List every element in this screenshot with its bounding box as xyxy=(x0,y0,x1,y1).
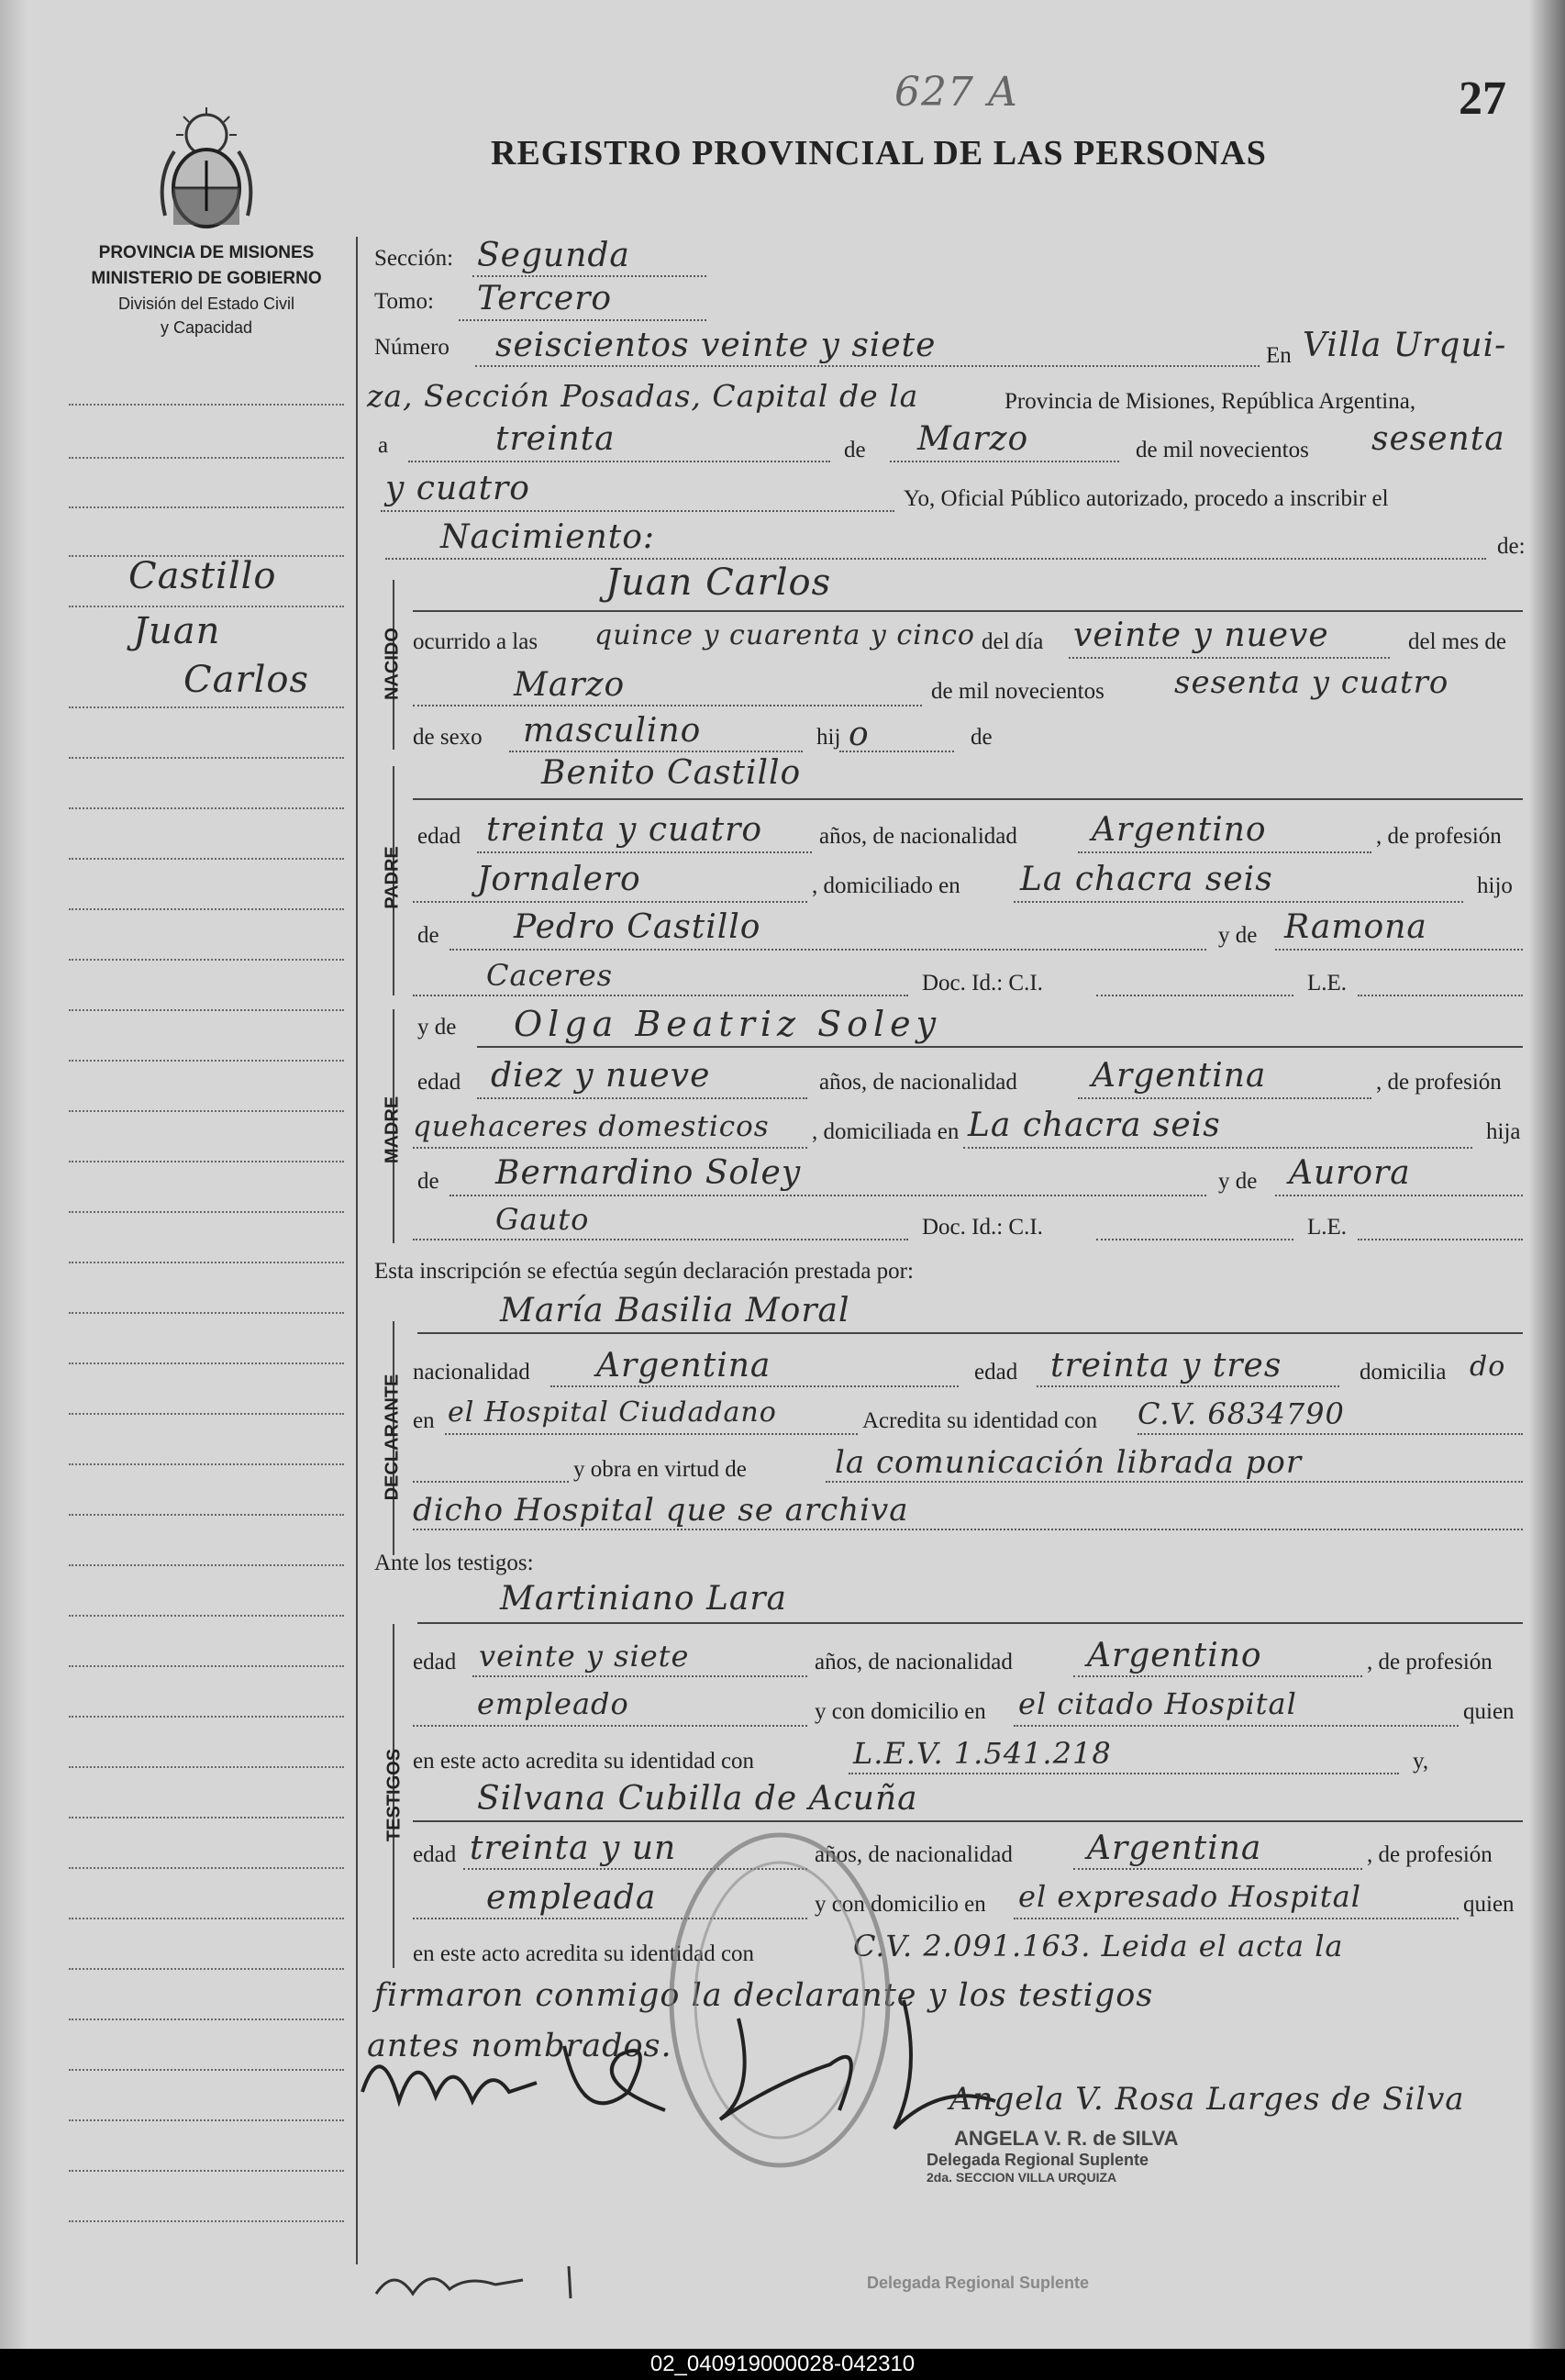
madre-prof-label: , de profesión xyxy=(1376,1070,1502,1095)
numero-value: seiscientos veinte y siete xyxy=(495,327,937,364)
witness1-name: Martiniano Lara xyxy=(500,1580,788,1618)
padre-y-de-label: y de xyxy=(1218,923,1258,948)
witness1-id: L.E.V. 1.541.218 xyxy=(853,1736,1112,1771)
registration-year: sesenta xyxy=(1371,420,1505,458)
father-profession: Jornalero xyxy=(477,861,641,898)
page-number: 27 xyxy=(1459,72,1506,125)
madre-doc-label: Doc. Id.: C.I. xyxy=(922,1215,1043,1240)
hijo-label: hij xyxy=(816,725,841,750)
t2-quien-label: quien xyxy=(1463,1892,1515,1917)
year-text: de mil novecientos xyxy=(1136,438,1309,462)
witness2-name: Silvana Cubilla de Acuña xyxy=(477,1780,918,1818)
margin-first-name: Juan xyxy=(133,610,221,652)
paternal-grandmother: Ramona xyxy=(1284,908,1427,946)
signature-marks-icon xyxy=(353,1982,1160,2147)
padre-doc-label: Doc. Id.: C.I. xyxy=(922,971,1043,995)
declarant-name: María Basilia Moral xyxy=(500,1292,850,1329)
madre-nac-label: años, de nacionalidad xyxy=(819,1070,1017,1095)
agency-ministry: MINISTERIO DE GOBIERNO xyxy=(91,269,322,288)
declarante-acredita-label: Acredita su identidad con xyxy=(862,1408,1098,1433)
maternal-grandfather: Bernardino Soley xyxy=(495,1154,802,1192)
maternal-grandmother-surname: Gauto xyxy=(495,1202,590,1237)
declarant-basis-cont: dicho Hospital que se archiva xyxy=(413,1492,909,1529)
father-age: treinta y cuatro xyxy=(486,811,762,849)
registration-year-cont: y cuatro xyxy=(385,470,530,507)
declarante-section-label: DECLARANTE xyxy=(382,1374,403,1501)
province-text: Provincia de Misiones, República Argentina, xyxy=(1004,389,1416,414)
handwritten-file-number: 627 A xyxy=(894,69,1018,116)
mother-name: Olga Beatriz Soley xyxy=(514,1004,942,1044)
act-type: Nacimiento: xyxy=(440,518,656,556)
witness1-nationality: Argentino xyxy=(1087,1637,1262,1674)
birth-year-label: de mil novecientos xyxy=(931,679,1104,704)
margin-second-name: Carlos xyxy=(183,659,309,701)
child-name: Juan Carlos xyxy=(605,562,832,604)
en-value: Villa Urqui- xyxy=(1303,327,1507,364)
tomo-label: Tomo: xyxy=(374,289,434,314)
witness2-address: el expresado Hospital xyxy=(1018,1879,1361,1914)
padre-nac-label: años, de nacionalidad xyxy=(819,824,1017,849)
t1-y-label: y, xyxy=(1413,1749,1429,1774)
initials-scribble-icon xyxy=(367,2248,587,2312)
padre-prof-label: , de profesión xyxy=(1376,824,1502,849)
t2-nac-label: años, de nacionalidad xyxy=(815,1842,1013,1867)
sex-value: masculino xyxy=(523,712,702,750)
declarant-age: treinta y tres xyxy=(1050,1347,1282,1385)
registration-day: treinta xyxy=(495,420,616,458)
mes-label: del mes de xyxy=(1408,629,1506,654)
hijo-suffix: o xyxy=(849,716,870,753)
madre-le-label: L.E. xyxy=(1307,1215,1348,1240)
t2-acredita-label: en este acto acredita su identidad con xyxy=(413,1941,755,1966)
coat-of-arms-icon xyxy=(156,106,257,234)
de-colon-label: de: xyxy=(1497,534,1526,559)
declaration-intro: Esta inscripción se efectúa según declaración prestada por: xyxy=(374,1259,914,1284)
mother-age: diez y nueve xyxy=(491,1057,711,1095)
declarant-dom-suffix: do xyxy=(1470,1351,1506,1383)
madre-hija-label: hija xyxy=(1486,1119,1521,1144)
declarante-en-label: en xyxy=(413,1408,435,1433)
de-label: de xyxy=(844,438,866,462)
declarante-nac-label: nacionalidad xyxy=(413,1360,530,1385)
paternal-grandfather: Pedro Castillo xyxy=(514,908,761,946)
padre-section-label: PADRE xyxy=(382,846,403,909)
t2-dom-label: y con domicilio en xyxy=(815,1892,986,1917)
t1-acredita-label: en este acto acredita su identidad con xyxy=(413,1749,755,1774)
declarante-obra-label: y obra en virtud de xyxy=(573,1457,747,1482)
madre-edad-label: edad xyxy=(417,1070,461,1095)
official-signature: Angela V. Rosa Larges de Silva xyxy=(949,2081,1465,2118)
declarant-address: el Hospital Ciudadano xyxy=(448,1396,777,1429)
mother-domicile: La chacra seis xyxy=(968,1107,1221,1144)
padre-edad-label: edad xyxy=(417,824,461,849)
seccion-label: Sección: xyxy=(374,246,454,271)
place-continuation: za, Sección Posadas, Capital de la xyxy=(367,378,919,414)
registration-month: Marzo xyxy=(917,420,1029,458)
t1-dom-label: y con domicilio en xyxy=(815,1699,986,1724)
tomo-value: Tercero xyxy=(477,280,613,317)
witness2-profession: empleada xyxy=(486,1879,657,1917)
witness1-age: veinte y siete xyxy=(479,1639,690,1674)
registry-title: REGISTRO PROVINCIAL DE LAS PERSONAS xyxy=(491,134,1267,172)
closing-line1: firmaron conmigo la declarante y los testigos xyxy=(374,1977,1154,2014)
sexo-label: de sexo xyxy=(413,725,483,750)
stamp-name: ANGELA V. R. de SILVA xyxy=(954,2127,1179,2150)
declarant-basis: la comunicación librada por xyxy=(835,1444,1303,1481)
witness1-profession: empleado xyxy=(477,1686,629,1721)
hijo-de-label: de xyxy=(971,725,993,750)
madre-y-de-label: y de xyxy=(417,1015,457,1040)
declarante-edad-label: edad xyxy=(974,1360,1018,1385)
father-domicile: La chacra seis xyxy=(1020,861,1273,898)
father-name: Benito Castillo xyxy=(541,754,802,792)
paternal-grandmother-surname: Caceres xyxy=(486,958,614,993)
witnesses-intro: Ante los testigos: xyxy=(374,1551,534,1575)
t2-prof-label: , de profesión xyxy=(1367,1842,1493,1867)
madre-y-de2-label: y de xyxy=(1218,1169,1258,1194)
padre-dom-label: , domiciliado en xyxy=(812,873,960,898)
t1-edad-label: edad xyxy=(413,1650,457,1674)
padre-le-label: L.E. xyxy=(1307,971,1348,995)
madre-de-label: de xyxy=(417,1169,439,1194)
t1-nac-label: años, de nacionalidad xyxy=(815,1650,1013,1674)
witness2-age: treinta y un xyxy=(470,1829,677,1867)
testigos-section-label: TESTIGOS xyxy=(383,1748,405,1842)
father-nationality: Argentino xyxy=(1092,811,1267,849)
madre-dom-label: , domiciliada en xyxy=(812,1119,960,1144)
declarant-nationality: Argentina xyxy=(596,1347,771,1385)
declarant-id: C.V. 6834790 xyxy=(1138,1396,1345,1431)
del-dia-label: del día xyxy=(982,629,1044,654)
seccion-value: Segunda xyxy=(477,237,630,274)
witness2-nationality: Argentina xyxy=(1087,1829,1262,1867)
t1-quien-label: quien xyxy=(1463,1699,1515,1724)
witness1-address: el citado Hospital xyxy=(1018,1686,1297,1721)
a-label: a xyxy=(378,433,389,458)
padre-hijo-label: hijo xyxy=(1477,873,1513,898)
birth-year: sesenta y cuatro xyxy=(1174,664,1449,701)
en-label: En xyxy=(1266,343,1292,368)
nacido-section-label: NACIDO xyxy=(382,628,403,700)
agency-capacity: y Capacidad xyxy=(160,318,253,337)
mother-nationality: Argentina xyxy=(1092,1057,1267,1095)
maternal-grandmother: Aurora xyxy=(1289,1154,1411,1192)
stamp-area: 2da. SECCION VILLA URQUIZA xyxy=(927,2170,1117,2185)
declarante-dom-label: domicilia xyxy=(1360,1360,1447,1385)
scan-filename: 02_040919000028-042310 xyxy=(0,2349,1565,2380)
stamp-role: Delegada Regional Suplente xyxy=(927,2151,1149,2169)
witness2-id: C.V. 2.091.163. Leida el acta la xyxy=(853,1929,1344,1963)
birth-month: Marzo xyxy=(514,666,626,704)
t1-prof-label: , de profesión xyxy=(1367,1650,1493,1674)
closing-line2: antes nombrados. xyxy=(367,2028,672,2064)
padre-de-label: de xyxy=(417,923,439,948)
madre-section-label: MADRE xyxy=(382,1095,403,1164)
agency-division: División del Estado Civil xyxy=(117,295,295,313)
stamp-bottom: Delegada Regional Suplente xyxy=(867,2274,1090,2292)
t2-edad-label: edad xyxy=(413,1842,457,1867)
birth-hour: quince y cuarenta y cinco xyxy=(594,619,975,651)
oficial-text: Yo, Oficial Público autorizado, procedo a inscribir el xyxy=(904,486,1389,511)
mother-profession: quehaceres domesticos xyxy=(413,1110,770,1143)
agency-province: PROVINCIA DE MISIONES xyxy=(98,243,315,262)
ocurrido-label: ocurrido a las xyxy=(413,629,538,654)
margin-surname: Castillo xyxy=(128,555,277,597)
numero-label: Número xyxy=(374,335,450,360)
birth-day: veinte y nueve xyxy=(1073,617,1329,654)
